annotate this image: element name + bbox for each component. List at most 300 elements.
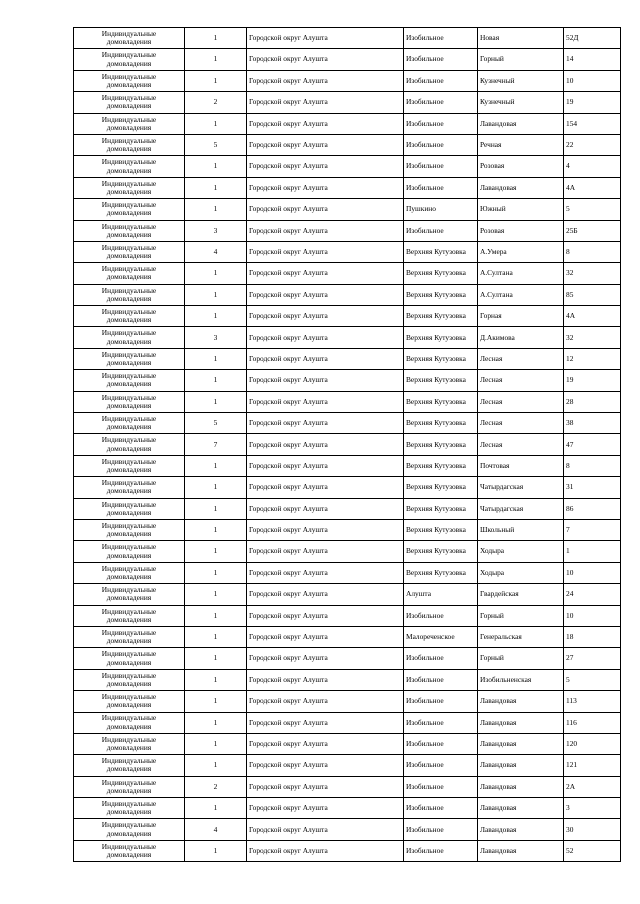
cell-district: Городской округ Алушта [247,519,404,540]
cell-house-number: 85 [564,284,621,305]
cell-building-type [74,113,185,134]
cell-house-number: 19 [564,370,621,391]
building-type-line-2: домовладения [106,58,152,68]
cell-building-type [74,562,185,583]
cell-locality: Верхняя Кутузовка [404,241,478,262]
cell-building-type [74,134,185,155]
cell-building-type [74,733,185,754]
cell-building-type [74,199,185,220]
cell-district: Городской округ Алушта [247,28,404,49]
cell-locality: Верхняя Кутузовка [404,306,478,327]
building-type-line-1: Индивидуальные [101,499,157,509]
cell-street: Горная [478,306,564,327]
table-row [74,776,621,797]
building-type-line-1: Индивидуальные [101,542,157,552]
building-type-line-1: Индивидуальные [101,435,157,445]
cell-district: Городской округ Алушта [247,241,404,262]
cell-building-type [74,669,185,690]
cell-building-type [74,241,185,262]
cell-building-type [74,156,185,177]
cell-count: 1 [185,712,247,733]
building-type-line-2: домовладения [106,144,152,154]
cell-locality: Верхняя Кутузовка [404,541,478,562]
cell-street: Школьный [478,519,564,540]
cell-locality: Изобильное [404,755,478,776]
cell-building-type [74,840,185,861]
cell-count: 1 [185,348,247,369]
cell-house-number: 10 [564,562,621,583]
cell-street: Ходыра [478,541,564,562]
cell-building-type [74,584,185,605]
cell-district: Городской округ Алушта [247,177,404,198]
cell-house-number: 18 [564,626,621,647]
cell-street: Изобильненская [478,669,564,690]
building-type-line-2: домовладения [106,529,152,539]
cell-street: Лавандовая [478,691,564,712]
building-type-line-2: домовладения [106,850,152,860]
building-type-line-1: Индивидуальные [101,734,157,744]
cell-street: Речная [478,134,564,155]
cell-count: 1 [185,263,247,284]
cell-house-number: 14 [564,49,621,70]
cell-district: Городской округ Алушта [247,49,404,70]
table-row [74,70,621,91]
cell-locality: Изобильное [404,798,478,819]
cell-house-number: 25Б [564,220,621,241]
cell-count: 1 [185,562,247,583]
table-row [74,691,621,712]
cell-count: 1 [185,584,247,605]
cell-locality: Изобильное [404,28,478,49]
building-type-line-2: домовладения [106,465,152,474]
cell-locality: Малореченское [404,626,478,647]
building-type-line-1: Индивидуальные [101,692,157,702]
table-row [74,263,621,284]
cell-locality: Верхняя Кутузовка [404,498,478,519]
cell-house-number: 4А [564,306,621,327]
building-type-line-1: Индивидуальные [101,371,157,381]
table-row [74,241,621,262]
cell-house-number: 4А [564,177,621,198]
cell-locality: Изобильное [404,691,478,712]
cell-street: Лавандовая [478,177,564,198]
cell-house-number: 19 [564,92,621,113]
cell-house-number: 5 [564,669,621,690]
cell-district: Городской округ Алушта [247,798,404,819]
cell-count: 1 [185,605,247,626]
cell-count: 7 [185,434,247,455]
cell-house-number: 121 [564,755,621,776]
building-type-line-1: Индивидуальные [101,670,157,680]
cell-count: 1 [185,177,247,198]
cell-house-number: 120 [564,733,621,754]
cell-building-type [74,712,185,733]
cell-building-type [74,648,185,669]
building-type-line-1: Индивидуальные [101,349,157,359]
cell-district: Городской округ Алушта [247,562,404,583]
building-type-line-2: домовладения [106,807,152,817]
cell-house-number: 52Д [564,28,621,49]
cell-locality: Изобильное [404,113,478,134]
table-row [74,455,621,476]
cell-building-type [74,284,185,305]
table-row [74,134,621,155]
building-type-line-2: домовладения [106,101,152,111]
cell-locality: Изобильное [404,648,478,669]
table-row [74,562,621,583]
cell-district: Городской округ Алушта [247,733,404,754]
building-type-line-1: Индивидуальные [101,178,157,188]
table-body [74,28,621,862]
cell-locality: Верхняя Кутузовка [404,455,478,476]
cell-building-type [74,263,185,284]
building-type-line-1: Индивидуальные [101,756,157,766]
building-type-line-2: домовладения [106,764,152,774]
building-type-line-2: домовладения [106,486,152,496]
building-type-line-1: Индивидуальные [101,606,157,616]
cell-street: Лавандовая [478,776,564,797]
cell-street: А.Султана [478,284,564,305]
cell-building-type [74,776,185,797]
building-type-line-1: Индивидуальные [101,221,157,231]
building-type-line-1: Индивидуальные [101,71,157,81]
cell-street: Новая [478,28,564,49]
building-type-line-1: Индивидуальные [101,157,157,167]
cell-count: 1 [185,455,247,476]
cell-district: Городской округ Алушта [247,284,404,305]
cell-house-number: 5 [564,199,621,220]
cell-count: 1 [185,840,247,861]
cell-district: Городской округ Алушта [247,712,404,733]
building-type-line-1: Индивидуальные [101,50,157,60]
cell-house-number: 22 [564,134,621,155]
cell-locality: Изобильное [404,220,478,241]
building-type-line-2: домовладения [106,37,152,47]
building-type-line-1: Индивидуальные [101,799,157,809]
building-type-line-1: Индивидуальные [101,264,157,274]
building-type-line-2: домовладения [106,614,152,624]
building-type-line-2: домовладения [106,743,152,753]
cell-locality: Верхняя Кутузовка [404,327,478,348]
cell-house-number: 10 [564,70,621,91]
table-row [74,113,621,134]
cell-district: Городской округ Алушта [247,92,404,113]
table-row [74,49,621,70]
cell-street: Лавандовая [478,733,564,754]
cell-street: Кузнечный [478,70,564,91]
cell-building-type [74,519,185,540]
cell-district: Городской округ Алушта [247,263,404,284]
cell-district: Городской округ Алушта [247,776,404,797]
cell-locality: Изобильное [404,134,478,155]
table-row [74,733,621,754]
cell-street: Горный [478,648,564,669]
cell-locality: Изобильное [404,49,478,70]
cell-district: Городской округ Алушта [247,755,404,776]
building-type-line-2: домовладения [106,358,152,368]
cell-house-number: 47 [564,434,621,455]
building-type-line-2: домовладения [106,122,152,132]
cell-street: Лесная [478,348,564,369]
table-row [74,840,621,861]
cell-district: Городской округ Алушта [247,434,404,455]
cell-building-type [74,626,185,647]
building-type-line-2: домовладения [106,785,152,795]
cell-count: 1 [185,113,247,134]
cell-district: Городской округ Алушта [247,541,404,562]
building-type-line-1: Индивидуальные [101,713,157,723]
table-row [74,220,621,241]
building-type-line-1: Индивидуальные [101,563,157,573]
cell-house-number: 1 [564,541,621,562]
building-type-line-2: домовладения [106,700,152,710]
cell-building-type [74,370,185,391]
cell-locality: Изобильное [404,156,478,177]
cell-locality: Верхняя Кутузовка [404,519,478,540]
building-type-line-2: домовладения [106,678,152,688]
cell-district: Городской округ Алушта [247,840,404,861]
address-table [73,27,621,862]
building-type-line-1: Индивидуальные [101,585,157,595]
cell-count: 3 [185,220,247,241]
cell-building-type [74,92,185,113]
building-type-line-1: Индивидуальные [101,478,157,488]
cell-district: Городской округ Алушта [247,391,404,412]
cell-street: Генеральская [478,626,564,647]
cell-street: Лесная [478,370,564,391]
cell-district: Городской округ Алушта [247,455,404,476]
building-type-line-2: домовладения [106,186,152,196]
building-type-line-2: домовладения [106,422,152,432]
table-row [74,413,621,434]
cell-district: Городской округ Алушта [247,70,404,91]
building-type-line-2: домовладения [106,400,152,410]
cell-count: 1 [185,519,247,540]
cell-count: 5 [185,134,247,155]
cell-street: Гвардейская [478,584,564,605]
cell-count: 3 [185,327,247,348]
cell-street: Лавандовая [478,712,564,733]
cell-district: Городской округ Алушта [247,413,404,434]
building-type-line-1: Индивидуальные [101,841,157,851]
cell-house-number: 52 [564,840,621,861]
cell-street: Лавандовая [478,819,564,840]
cell-house-number: 86 [564,498,621,519]
cell-building-type [74,434,185,455]
cell-locality: Верхняя Кутузовка [404,413,478,434]
cell-count: 1 [185,798,247,819]
cell-count: 1 [185,648,247,669]
cell-district: Городской округ Алушта [247,134,404,155]
cell-count: 1 [185,669,247,690]
cell-building-type [74,605,185,626]
cell-house-number: 3 [564,798,621,819]
cell-locality: Алушта [404,584,478,605]
cell-house-number: 31 [564,477,621,498]
cell-street: Горный [478,605,564,626]
cell-house-number: 116 [564,712,621,733]
table-row [74,541,621,562]
cell-building-type [74,455,185,476]
building-type-line-1: Индивидуальные [101,456,157,466]
cell-count: 4 [185,241,247,262]
cell-house-number: 28 [564,391,621,412]
cell-count: 1 [185,733,247,754]
cell-count: 1 [185,199,247,220]
building-type-line-1: Индивидуальные [101,285,157,295]
building-type-line-2: домовладения [106,550,152,560]
cell-building-type [74,70,185,91]
cell-count: 2 [185,776,247,797]
cell-locality: Верхняя Кутузовка [404,562,478,583]
cell-count: 1 [185,626,247,647]
cell-street: Лавандовая [478,755,564,776]
building-type-line-2: домовладения [106,165,152,175]
building-type-line-1: Индивидуальные [101,649,157,659]
cell-locality: Изобильное [404,177,478,198]
cell-street: Розовая [478,220,564,241]
building-type-line-2: домовладения [106,229,152,239]
cell-street: А.Умера [478,241,564,262]
table-row [74,306,621,327]
building-type-line-1: Индивидуальные [101,520,157,530]
cell-district: Городской округ Алушта [247,370,404,391]
cell-district: Городской округ Алушта [247,648,404,669]
cell-district: Городской округ Алушта [247,327,404,348]
table-row [74,648,621,669]
building-type-line-2: домовладения [106,507,152,517]
building-type-line-1: Индивидуальные [101,93,157,103]
cell-street: Лесная [478,413,564,434]
building-type-line-1: Индивидуальные [101,200,157,210]
cell-house-number: 30 [564,819,621,840]
cell-building-type [74,498,185,519]
building-type-line-2: домовладения [106,721,152,731]
cell-count: 1 [185,755,247,776]
cell-building-type [74,541,185,562]
cell-count: 5 [185,413,247,434]
cell-district: Городской округ Алушта [247,626,404,647]
building-type-line-1: Индивидуальные [101,307,157,317]
cell-locality: Изобильное [404,712,478,733]
table-row [74,156,621,177]
cell-building-type [74,798,185,819]
cell-district: Городской округ Алушта [247,156,404,177]
table-row [74,92,621,113]
table-row [74,819,621,840]
building-type-line-2: домовладения [106,593,152,603]
cell-street: Чатырдагская [478,477,564,498]
cell-street: Горный [478,49,564,70]
building-type-line-2: домовладения [106,272,152,282]
cell-locality: Изобильное [404,840,478,861]
cell-building-type [74,220,185,241]
cell-count: 4 [185,819,247,840]
cell-street: А.Султана [478,263,564,284]
cell-building-type [74,348,185,369]
cell-house-number: 38 [564,413,621,434]
building-type-line-2: домовладения [106,379,152,389]
cell-building-type [74,819,185,840]
table-row [74,177,621,198]
cell-street: Лавандовая [478,113,564,134]
building-type-line-1: Индивидуальные [101,414,157,424]
cell-district: Городской округ Алушта [247,220,404,241]
cell-locality: Пушкино [404,199,478,220]
cell-district: Городской округ Алушта [247,306,404,327]
building-type-line-2: домовладения [106,636,152,646]
cell-street: Чатырдагская [478,498,564,519]
cell-house-number: 27 [564,648,621,669]
building-type-line-2: домовладения [106,828,152,838]
cell-street: Лесная [478,391,564,412]
cell-house-number: 4 [564,156,621,177]
building-type-line-1: Индивидуальные [101,135,157,145]
cell-house-number: 2А [564,776,621,797]
building-type-line-1: Индивидуальные [101,392,157,402]
table-row [74,434,621,455]
cell-count: 1 [185,691,247,712]
building-type-line-1: Индивидуальные [101,820,157,830]
cell-locality: Изобильное [404,733,478,754]
cell-street: Лесная [478,434,564,455]
cell-locality: Изобильное [404,605,478,626]
cell-street: Почтовая [478,455,564,476]
cell-street: Д.Акимова [478,327,564,348]
cell-locality: Изобильное [404,70,478,91]
building-type-line-1: Индивидуальные [101,28,157,38]
cell-street: Ходыра [478,562,564,583]
cell-street: Розовая [478,156,564,177]
building-type-line-2: домовладения [106,336,152,346]
cell-house-number: 154 [564,113,621,134]
cell-district: Городской округ Алушта [247,819,404,840]
cell-count: 1 [185,477,247,498]
cell-count: 1 [185,284,247,305]
building-type-line-1: Индивидуальные [101,627,157,637]
cell-house-number: 7 [564,519,621,540]
cell-house-number: 113 [564,691,621,712]
cell-district: Городской округ Алушта [247,113,404,134]
cell-locality: Верхняя Кутузовка [404,477,478,498]
building-type-line-1: Индивидуальные [101,777,157,787]
table-row [74,712,621,733]
table-row [74,199,621,220]
cell-count: 1 [185,156,247,177]
cell-count: 1 [185,49,247,70]
table-row [74,498,621,519]
cell-district: Городской округ Алушта [247,199,404,220]
table-row [74,626,621,647]
cell-count: 1 [185,498,247,519]
cell-count: 1 [185,391,247,412]
cell-building-type [74,49,185,70]
cell-locality: Изобильное [404,669,478,690]
table-row [74,669,621,690]
building-type-line-2: домовладения [106,251,152,261]
table-row [74,370,621,391]
table-row [74,798,621,819]
table-row [74,327,621,348]
cell-count: 1 [185,541,247,562]
cell-house-number: 12 [564,348,621,369]
cell-house-number: 10 [564,605,621,626]
cell-district: Городской округ Алушта [247,348,404,369]
cell-district: Городской округ Алушта [247,584,404,605]
cell-house-number: 24 [564,584,621,605]
table-row [74,391,621,412]
cell-building-type [74,28,185,49]
